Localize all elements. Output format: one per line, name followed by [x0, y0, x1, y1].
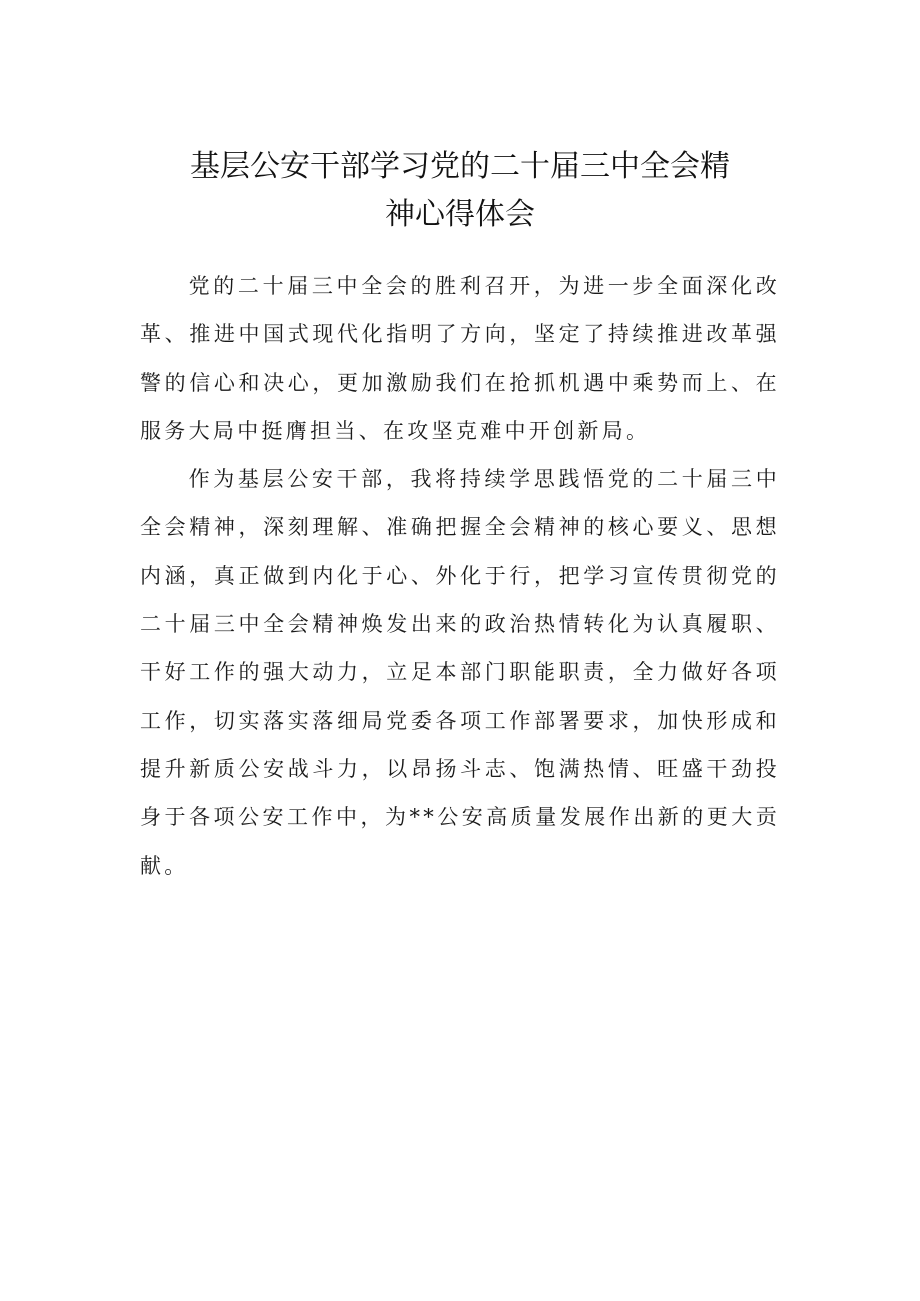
- document-body: [140, 262, 780, 890]
- paragraph-1: 党的二十届三中全会的胜利召开，为进一步全面深化改革、推进中国式现代化指明了方向，坚定了持续推进改革强警的信心和决心，更加激励我们在抢抓机遇中乘势而上、在服务大局中挺膺担当、在攻坚克难中开创新局。: [140, 274, 780, 443]
- paragraph-2: 作为基层公安干部，我将持续学思践悟党的二十届三中全会精神，深刻理解、准确把握全会精神的核心要义、思想内涵，真正做到内化于心、外化于行，把学习宣传贯彻党的二十届三中全会精神焕发出来的政治热情转化为认真履职、干好工作的强大动力，立足本部门职能职责，全力做好各项工作，切实落实落细局党委各项工作部署要求，加快形成和提升新质公安战斗力，以昂扬斗志、饱满热情、旺盛干劲投身于各项公安工作中，为**公安高质量发展作出新的更大贡献。: [140, 467, 780, 878]
- title-line-1: 基层公安干部学习党的二十届三中全会精: [190, 149, 730, 184]
- document-title: [140, 143, 780, 239]
- title-line-2: 神心得体会: [385, 197, 535, 232]
